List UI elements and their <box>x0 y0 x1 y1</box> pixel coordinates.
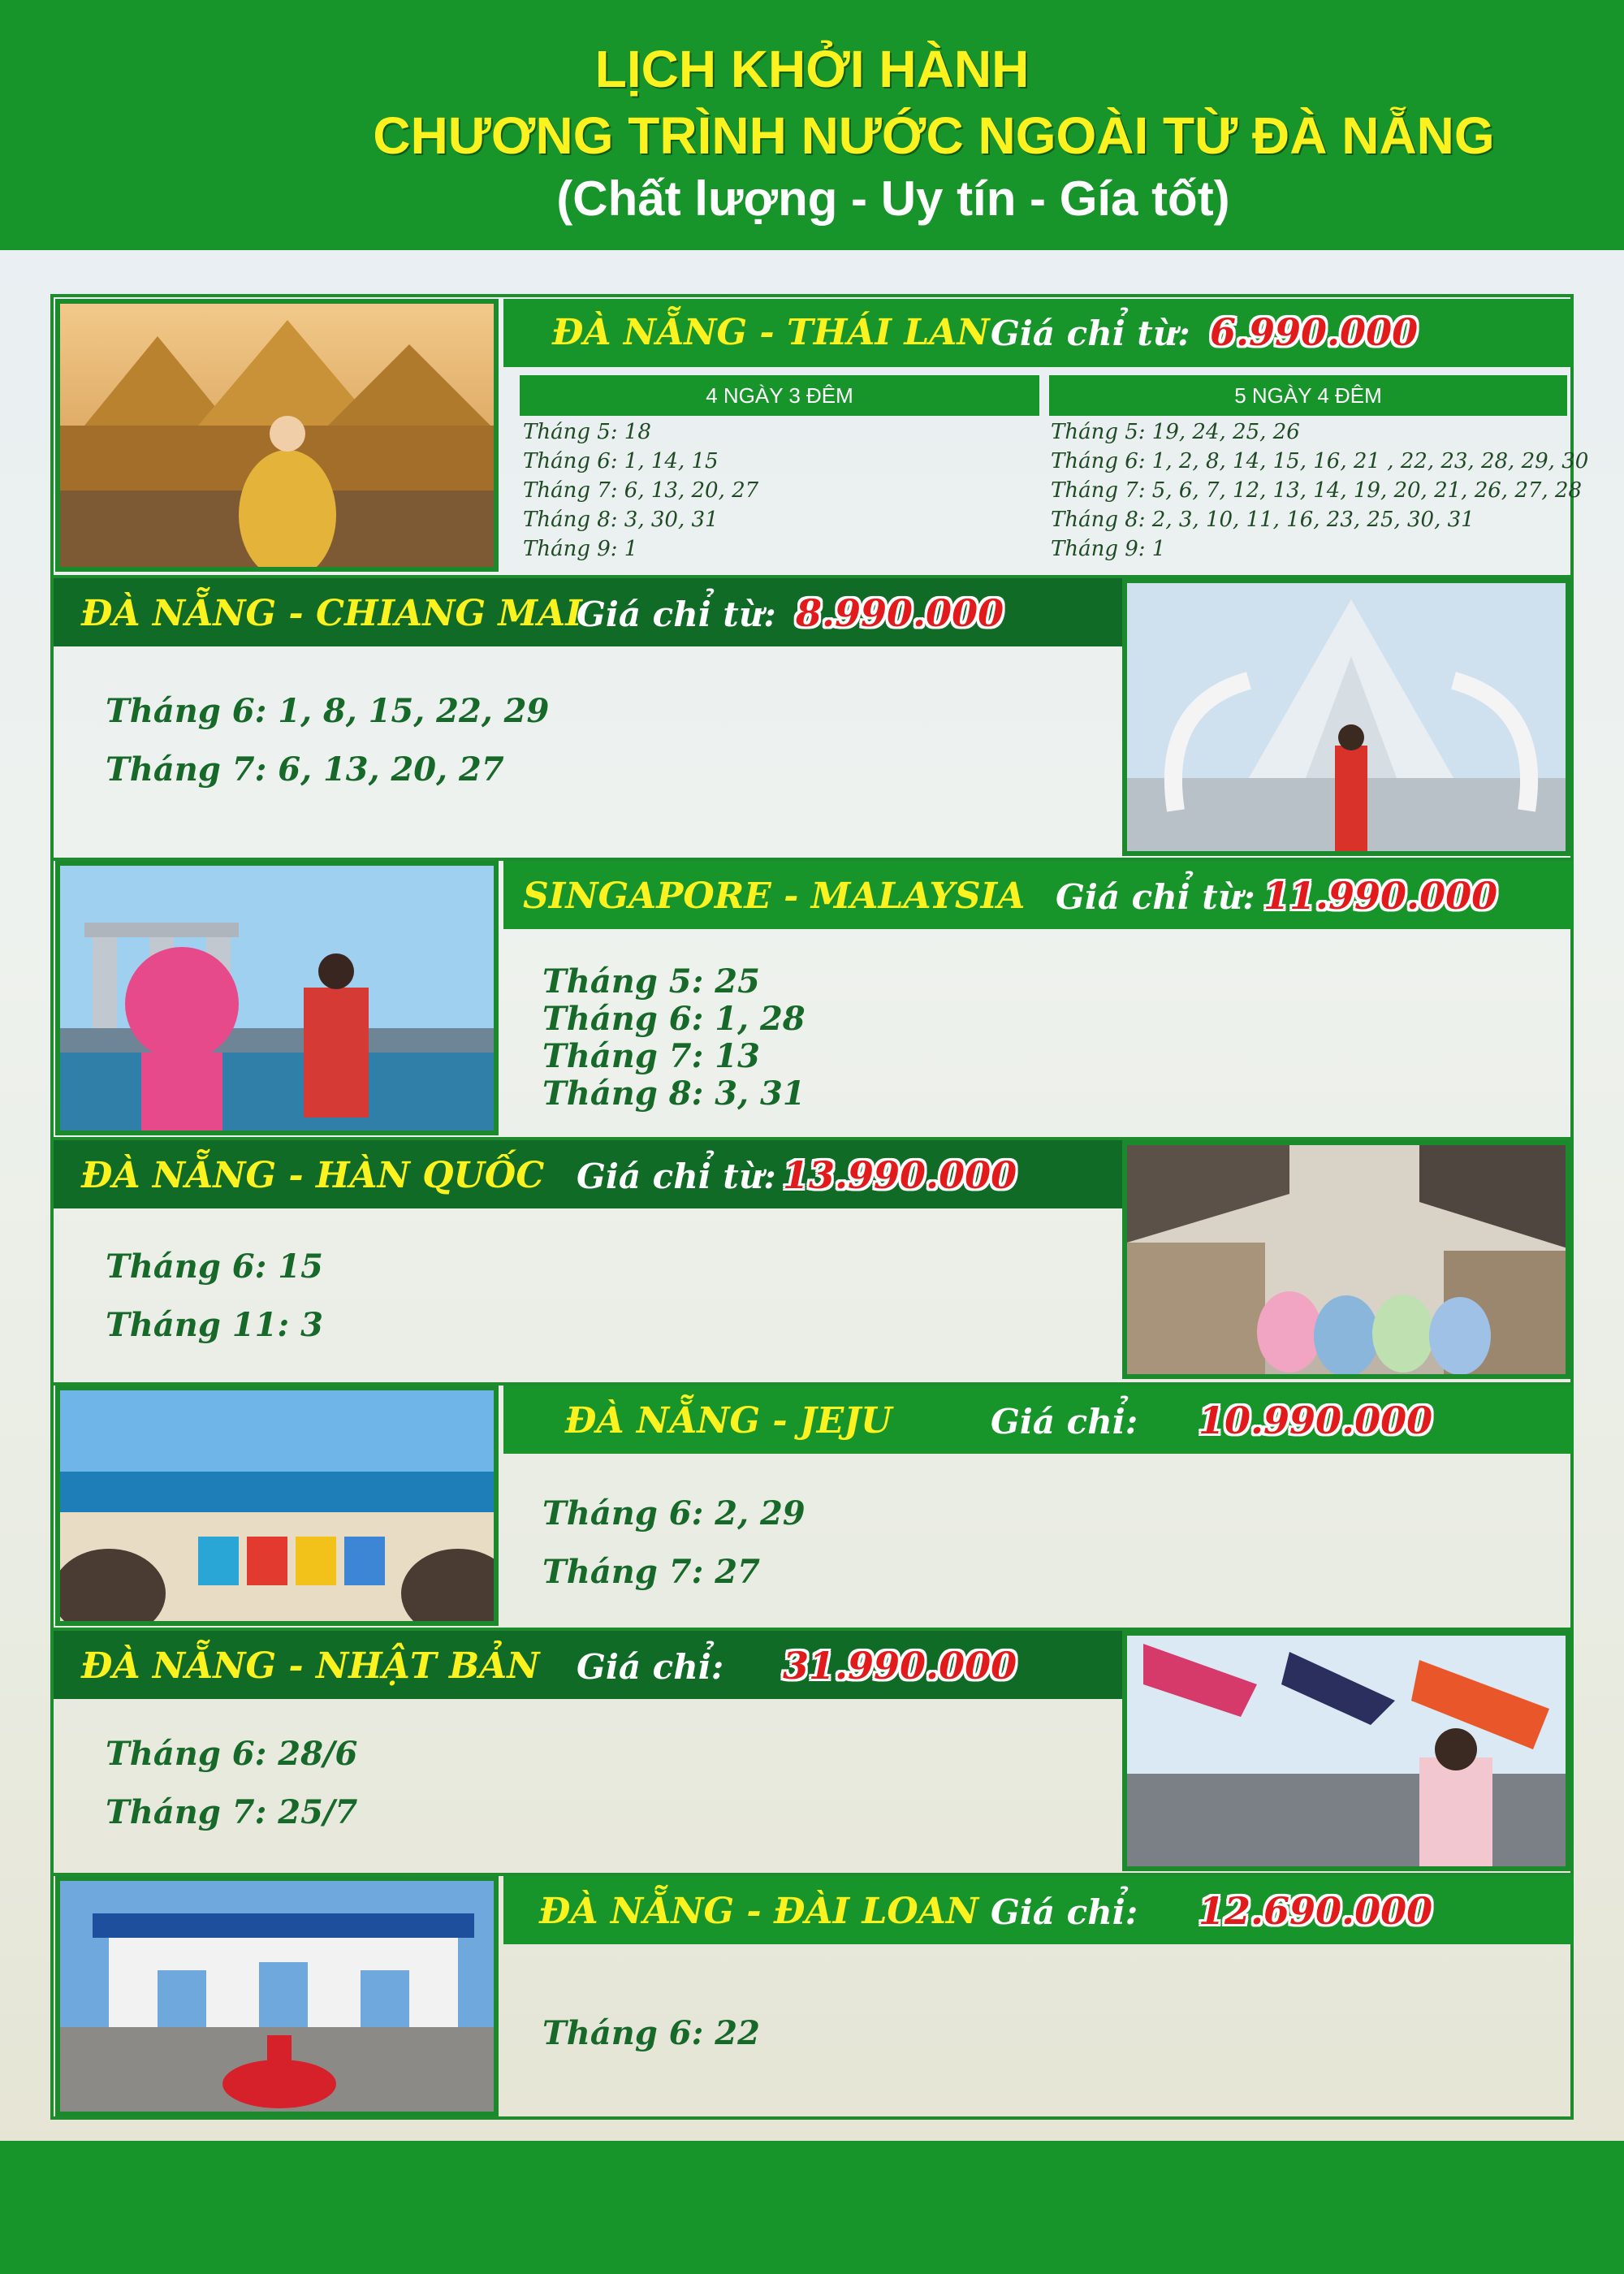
price-label-jeju: Giá chỉ: <box>991 1402 1138 1442</box>
dates-chiangmai <box>106 682 549 799</box>
date-line: Tháng 6: 1, 14, 15 <box>523 449 719 473</box>
dest-jeju: ĐÀ NẴNG - JEJU <box>565 1400 892 1442</box>
date-line: Tháng 6: 22 <box>542 2014 760 2052</box>
date-line: Tháng 7: 6, 13, 20, 27 <box>106 750 504 789</box>
dest-singapore: SINGAPORE - MALAYSIA <box>523 875 1026 917</box>
price-label-hanquoc: Giá chỉ từ: <box>577 1156 776 1196</box>
dates-nhatban <box>106 1725 357 1842</box>
date-line: Tháng 5: 18 <box>523 420 651 444</box>
date-line: Tháng 6: 28/6 <box>106 1735 358 1773</box>
price-label-thailan: Giá chỉ từ: <box>991 313 1190 353</box>
date-line: Tháng 6: 15 <box>106 1247 323 1286</box>
photo-singapore <box>55 861 499 1135</box>
photo-chiangmai <box>1122 578 1570 856</box>
price-hanquoc: 13.990.000 <box>783 1153 1017 1197</box>
dates-hanquoc <box>106 1238 323 1355</box>
dates-singapore <box>542 963 806 1113</box>
date-line: Tháng 7: 25/7 <box>106 1793 358 1831</box>
price-chiangmai: 8.990.000 <box>796 591 1004 635</box>
date-line: Tháng 7: 5, 6, 7, 12, 13, 14, 19, 20, 21, 26, 27, 28 <box>1051 478 1583 503</box>
page-header <box>0 0 1624 250</box>
date-line: Tháng 6: 1, 2, 8, 14, 15, 16, 21 , 22, 23, 28, 29, 30 <box>1051 449 1589 473</box>
dates-jeju <box>542 1485 806 1602</box>
price-nhatban: 31.990.000 <box>783 1644 1017 1688</box>
page-footer <box>0 2141 1624 2274</box>
date-line: Tháng 8: 3, 30, 31 <box>523 508 719 532</box>
dest-hanquoc: ĐÀ NẴNG - HÀN QUỐC <box>81 1155 545 1196</box>
photo-nhatban <box>1122 1631 1570 1871</box>
dates-thailan-5n4d <box>1051 417 1588 564</box>
dest-thailan: ĐÀ NẴNG - THÁI LAN <box>552 312 990 353</box>
subheader-4n3d: 4 NGÀY 3 ĐÊM <box>520 375 1039 416</box>
date-line: Tháng 8: 2, 3, 10, 11, 16, 23, 25, 30, 31 <box>1051 508 1475 532</box>
date-line: Tháng 9: 1 <box>523 537 638 561</box>
photo-jeju <box>55 1386 499 1626</box>
dest-nhatban: ĐÀ NẴNG - NHẬT BẢN <box>81 1645 540 1687</box>
date-line: Tháng 9: 1 <box>1051 537 1166 561</box>
date-line: Tháng 7: 6, 13, 20, 27 <box>523 478 759 503</box>
dest-dailoan: ĐÀ NẴNG - ĐÀI LOAN <box>539 1891 979 1932</box>
subheader-5n4d: 5 NGÀY 4 ĐÊM <box>1049 375 1567 416</box>
date-line: Tháng 6: 1, 28 <box>542 1000 806 1038</box>
price-dailoan: 12.690.000 <box>1199 1889 1433 1933</box>
date-line: Tháng 7: 13 <box>542 1037 760 1075</box>
date-line: Tháng 5: 25 <box>542 962 760 1001</box>
dest-chiangmai: ĐÀ NẴNG - CHIANG MAI <box>81 593 582 634</box>
page-title: LỊCH KHỞI HÀNH <box>594 40 1030 98</box>
dates-dailoan <box>542 2004 760 2063</box>
date-line: Tháng 5: 19, 24, 25, 26 <box>1051 420 1300 444</box>
price-singapore: 11.990.000 <box>1263 874 1498 918</box>
photo-hanquoc <box>1122 1140 1570 1379</box>
page-title-line2: CHƯƠNG TRÌNH NƯỚC NGOÀI TỪ ĐÀ NẴNG <box>373 106 1495 165</box>
photo-dailoan <box>55 1876 499 2116</box>
price-label-singapore: Giá chỉ từ: <box>1056 877 1255 917</box>
price-jeju: 10.990.000 <box>1199 1399 1433 1442</box>
price-label-dailoan: Giá chỉ: <box>991 1892 1138 1932</box>
date-line: Tháng 6: 2, 29 <box>542 1494 806 1533</box>
date-line: Tháng 7: 27 <box>542 1553 760 1591</box>
page-subtitle: (Chất lượng - Uy tín - Gía tốt) <box>556 171 1230 226</box>
price-label-chiangmai: Giá chỉ từ: <box>577 594 776 634</box>
dates-thailan-4n3d <box>523 417 758 564</box>
date-line: Tháng 11: 3 <box>106 1306 323 1344</box>
photo-thailan <box>55 299 499 572</box>
price-thailan: 6.990.000 <box>1210 310 1419 354</box>
date-line: Tháng 8: 3, 31 <box>542 1074 806 1113</box>
price-label-nhatban: Giá chỉ: <box>577 1647 724 1687</box>
date-line: Tháng 6: 1, 8, 15, 22, 29 <box>106 692 550 730</box>
